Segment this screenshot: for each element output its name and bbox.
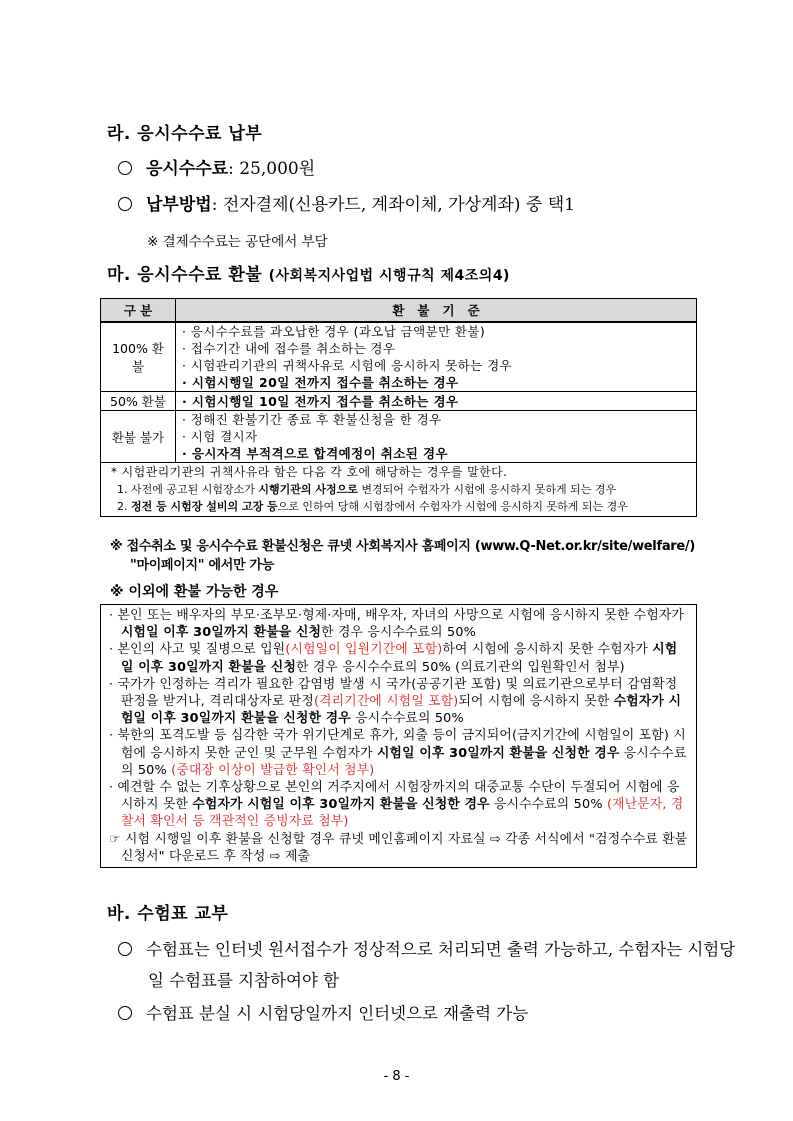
ticket-bullet-2 (118, 1000, 528, 1024)
table-row (101, 322, 697, 392)
footnote-item-1 (111, 481, 686, 498)
bold-text: 시행기관의 사정으로 (258, 483, 358, 496)
text-segment: 본인 또는 배우자의 부모·조부모·형제·자매, 배우자, 자녀의 사망으로 시험에 응시하지 못한 수험자가 (117, 608, 685, 623)
criteria-item: · 정해진 환불기간 종료 후 환불신청을 한 경우 (182, 412, 442, 427)
fee-label: 응시수수료 (146, 159, 229, 179)
row-category: 100% 환불 (101, 322, 176, 392)
ticket-bullet-1 (118, 934, 738, 996)
bullet-dot-icon: · (109, 780, 118, 796)
section-heading-fee-payment: 라. 응시수수료 납부 (107, 124, 263, 144)
criteria-item: · 응시수수료를 과오납한 경우 (과오납 금액분만 환불) (182, 324, 486, 339)
text-segment: 국가가 인정하는 격리가 필요한 감염병 발생 시 국가(공공기관 포함) 및 의료기관으로부터 감염확정 판정을 받거나, 격리대상자로 판정 (117, 676, 678, 710)
refund-notice (110, 537, 695, 575)
refund-heading-ref: (사회복지사업법 시행규칙 제4조의4) (268, 268, 510, 284)
text-segment: 본인의 사고 및 질병으로 입원 (117, 642, 286, 658)
extra-note: ☞ 시험 시행일 이후 환불을 신청할 경우 큐넷 메인홈페이지 자료실 ⇨ 각종 서식에서 "검정수수료 환불신청서" 다운로드 후 작성 ⇨ 제출 (109, 831, 688, 864)
highlight-text: (시험일이 입원기간에 포함) (285, 642, 443, 658)
refund-notice-line-2: "마이페이지" 에서만 가능 (130, 558, 274, 573)
text-segment: 응시수수료의 50% (489, 797, 607, 813)
text-segment: 응시수수료의 50% (121, 745, 687, 778)
method-value: : 전자결제(신용카드, 계좌이체, 가상계좌) 중 택1 (211, 195, 575, 215)
criteria-item: · 접수기간 내에 접수를 취소하는 경우 (182, 341, 396, 356)
text-segment: 응시수수료의 50% (350, 711, 464, 727)
highlight-text: (중대장 이상이 발급한 확인서 첨부) (171, 762, 375, 778)
row-category: 환불 불가 (101, 411, 176, 463)
bullet-dot-icon: · (109, 728, 118, 744)
text-segment: 한 경우 응시수수료의 50% (의료기관의 입원확인서 첨부) (296, 659, 625, 675)
text-segment: 변경되어 수험자가 시험에 응시하지 못하게 되는 경우 (357, 483, 617, 496)
extra-item (109, 607, 688, 641)
row-items (176, 392, 697, 411)
circle-bullet-icon (118, 161, 132, 175)
table-row (101, 411, 697, 463)
extra-item (109, 641, 688, 675)
method-bullet (118, 190, 575, 215)
bold-text: 정전 등 시험장 설비의 고장 등 (131, 500, 278, 513)
text-segment: 으로 인하여 당해 시험장에서 수험자가 시험에 응시하지 못하게 되는 경우 (277, 500, 628, 513)
section-heading-refund (107, 260, 510, 285)
method-label: 납부방법 (146, 195, 212, 215)
circle-bullet-icon (118, 942, 132, 956)
other-refund-heading: ※ 이외에 환불 가능한 경우 (110, 584, 279, 600)
bullet-dot-icon: · (109, 608, 118, 623)
bullet-dot-icon: · (109, 642, 118, 658)
criteria-item: · 시험 결시자 (182, 429, 258, 444)
ticket-text-2: 수험표 분실 시 시험당일까지 인터넷으로 재출력 가능 (146, 1004, 529, 1023)
table-footnote-row (101, 463, 697, 517)
page-number: - 8 - (383, 1069, 410, 1084)
text-segment: 북한의 포격도발 등 심각한 국가 위기단계로 휴가, 외출 등이 금지되어(금지기간에 시험일이 포함) 시험에 응시하지 못한 군인 및 군무원 수험자가 (117, 728, 686, 761)
section-heading-admission-ticket: 바. 수험표 교부 (107, 904, 229, 924)
extra-item (109, 727, 688, 779)
bold-text: 시험일 이후 30일까지 환불을 신청 (121, 642, 678, 675)
text-segment: 되어 시험에 응시하지 못한 (458, 694, 614, 710)
bold-text: 수험자가 시험일 이후 30일까지 환불을 신청한 경우 (121, 694, 682, 727)
criteria-item: · 시험관리기관의 귀책사유로 시험에 응시하지 못하는 경우 (182, 358, 513, 373)
text-segment: 예견할 수 없는 기후상황으로 본인의 거주지에서 시험장까지의 대중교통 수단이 두절되어 시험에 응시하지 못한 (117, 780, 680, 813)
criteria-item: · 시험시행일 10일 전까지 접수를 취소하는 경우 (182, 393, 459, 409)
refund-notice-line-1: ※ 접수취소 및 응시수수료 환불신청은 큐넷 사회복지사 홈페이지 (www.Q-Net.or.kr/site/welfare/) (110, 539, 696, 554)
extra-item (109, 779, 688, 831)
fee-bullet (118, 154, 315, 179)
row-category: 50% 환불 (101, 392, 176, 411)
text-segment: 1. 사전에 공고된 시험장소가 (117, 483, 259, 496)
highlight-text: (격리기간에 시험일 포함) (313, 694, 459, 710)
text-segment: 하여 시험에 응시하지 못한 수험자가 (442, 642, 653, 658)
table-header-category: 구 분 (101, 299, 176, 323)
fee-value: : 25,000원 (228, 159, 316, 179)
ticket-text-1: 수험표는 인터넷 원서접수가 정상적으로 처리되면 출력 가능하고, 수험자는 시험당일 수험표를 지참하여야 함 (146, 940, 736, 990)
circle-bullet-icon (118, 1006, 132, 1020)
footnote-intro: * 시험관리기관의 귀책사유라 함은 다음 각 호에 해당하는 경우를 말한다. (111, 465, 508, 479)
fee-note: ※ 결제수수료는 공단에서 부담 (147, 234, 328, 250)
bullet-dot-icon: · (109, 676, 118, 692)
text-segment: 2. (117, 500, 131, 513)
refund-heading: 마. 응시수수료 환불 (107, 265, 263, 285)
highlight-text: (재난문자, 경찰서 확인서 등 객관적인 증빙자료 첨부) (121, 797, 684, 830)
refund-table (100, 298, 697, 517)
row-items (176, 411, 697, 463)
row-items (176, 322, 697, 392)
text-segment: 한 경우 응시수수료의 50% (321, 625, 477, 641)
table-row (101, 392, 697, 411)
criteria-item: · 응시자격 부적격으로 합격예정이 취소된 경우 (182, 446, 448, 461)
table-header-criteria: 환 불 기 준 (176, 299, 697, 323)
extra-item (109, 676, 688, 728)
table-footnote (101, 463, 697, 517)
bold-text: 시험일 이후 30일까지 환불을 신청 (121, 625, 322, 641)
other-refund-box (100, 604, 697, 868)
circle-bullet-icon (118, 197, 132, 211)
bold-text: 시험일 이후 30일까지 환불을 신청한 경우 (377, 745, 620, 761)
footnote-item-2 (111, 498, 686, 515)
criteria-item: · 시험시행일 20일 전까지 접수를 취소하는 경우 (182, 375, 459, 390)
bold-text: 수험자가 시험일 이후 30일까지 환불을 신청한 경우 (192, 797, 490, 813)
